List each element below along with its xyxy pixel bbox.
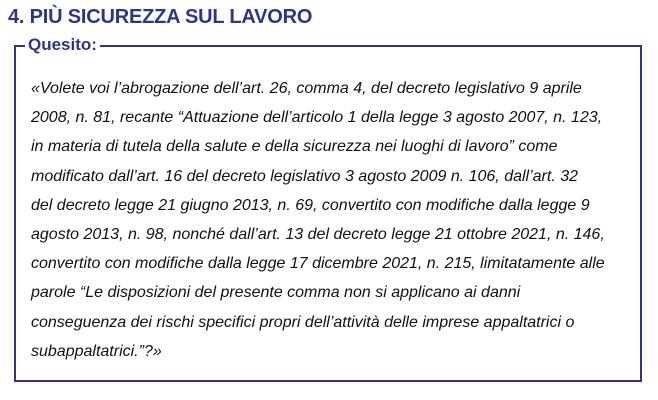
question-line: parole “Le disposizioni del presente comma non si applicano ai danni bbox=[31, 284, 521, 302]
question-box bbox=[14, 35, 642, 382]
question-label: Quesito: bbox=[25, 34, 100, 56]
question-line: agosto 2013, n. 98, nonché dall’art. 13 del decreto legge 21 ottobre 2021, n. 146, bbox=[31, 226, 605, 244]
question-line: del decreto legge 21 giugno 2013, n. 69, convertito con modifiche dalla legge 9 bbox=[31, 196, 590, 214]
question-line: convertito con modifiche dalla legge 17 dicembre 2021, n. 215, limitatamente alle bbox=[31, 255, 605, 273]
question-line: 2008, n. 81, recante “Attuazione dell’articolo 1 della legge 3 agosto 2007, n. 123, bbox=[31, 109, 603, 127]
section-title: 4. PIÙ SICUREZZA SUL LAVORO bbox=[8, 6, 313, 28]
question-line: in materia di tutela della salute e della sicurezza nei luoghi di lavoro” come bbox=[31, 138, 558, 156]
question-line: modificato dall’art. 16 del decreto legislativo 3 agosto 2009 n. 106, dall’art. 32 bbox=[31, 167, 579, 185]
question-line: conseguenza dei rischi specifici propri dell’attività delle imprese appaltatrici o bbox=[31, 313, 575, 331]
question-text bbox=[31, 74, 627, 366]
question-line: subappaltatrici.”?» bbox=[31, 342, 162, 360]
question-line: «Volete voi l’abrogazione dell’art. 26, comma 4, del decreto legislativo 9 aprile bbox=[31, 80, 582, 97]
